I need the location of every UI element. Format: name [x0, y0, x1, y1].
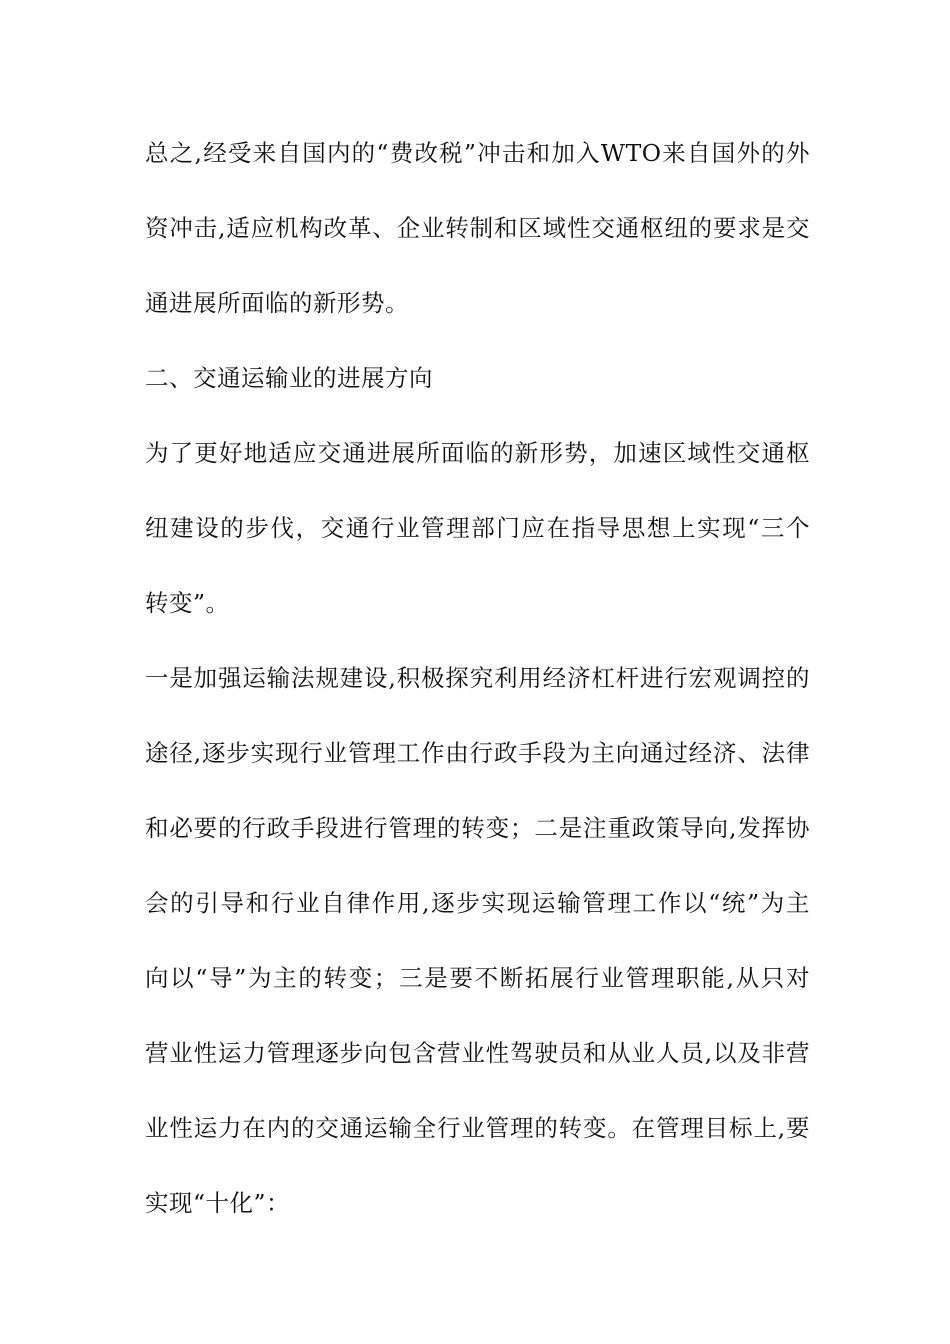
text-line-3: 通进展所面临的新形势。	[145, 289, 409, 317]
text-line-6: 纽建设的步伐，交通行业管理部门应在指导思想上实现“三个	[145, 514, 810, 542]
text-line-12: 向以“导”为主的转变；三是要不断拓展行业管理职能,从只对	[145, 964, 810, 992]
text-line-14: 业性运力在内的交通运输全行业管理的转变。在管理目标上,要	[145, 1114, 810, 1142]
text-line-1: 总之,经受来自国内的“费改税”冲击和加入WTO来自国外的外	[145, 139, 810, 167]
text-line-15: 实现“十化”：	[145, 1189, 291, 1217]
text-line-7: 转变”。	[145, 589, 230, 617]
text-line-8: 一是加强运输法规建设,积极探究利用经济杠杆进行宏观调控的	[145, 664, 810, 692]
section-heading: 二、交通运输业的进展方向	[145, 364, 433, 392]
text-line-2: 资冲击,适应机构改革、企业转制和区域性交通枢纽的要求是交	[145, 214, 810, 242]
text-line-13: 营业性运力管理逐步向包含营业性驾驶员和从业人员,以及非营	[145, 1039, 810, 1067]
text-line-9: 途径,逐步实现行业管理工作由行政手段为主向通过经济、法律	[145, 739, 810, 767]
text-line-11: 会的引导和行业自律作用,逐步实现运输管理工作以“统”为主	[145, 889, 810, 917]
document-body	[145, 127, 810, 1252]
text-line-10: 和必要的行政手段进行管理的转变；二是注重政策导向,发挥协	[145, 814, 810, 842]
text-line-5: 为了更好地适应交通进展所面临的新形势，加速区域性交通枢	[145, 439, 810, 467]
